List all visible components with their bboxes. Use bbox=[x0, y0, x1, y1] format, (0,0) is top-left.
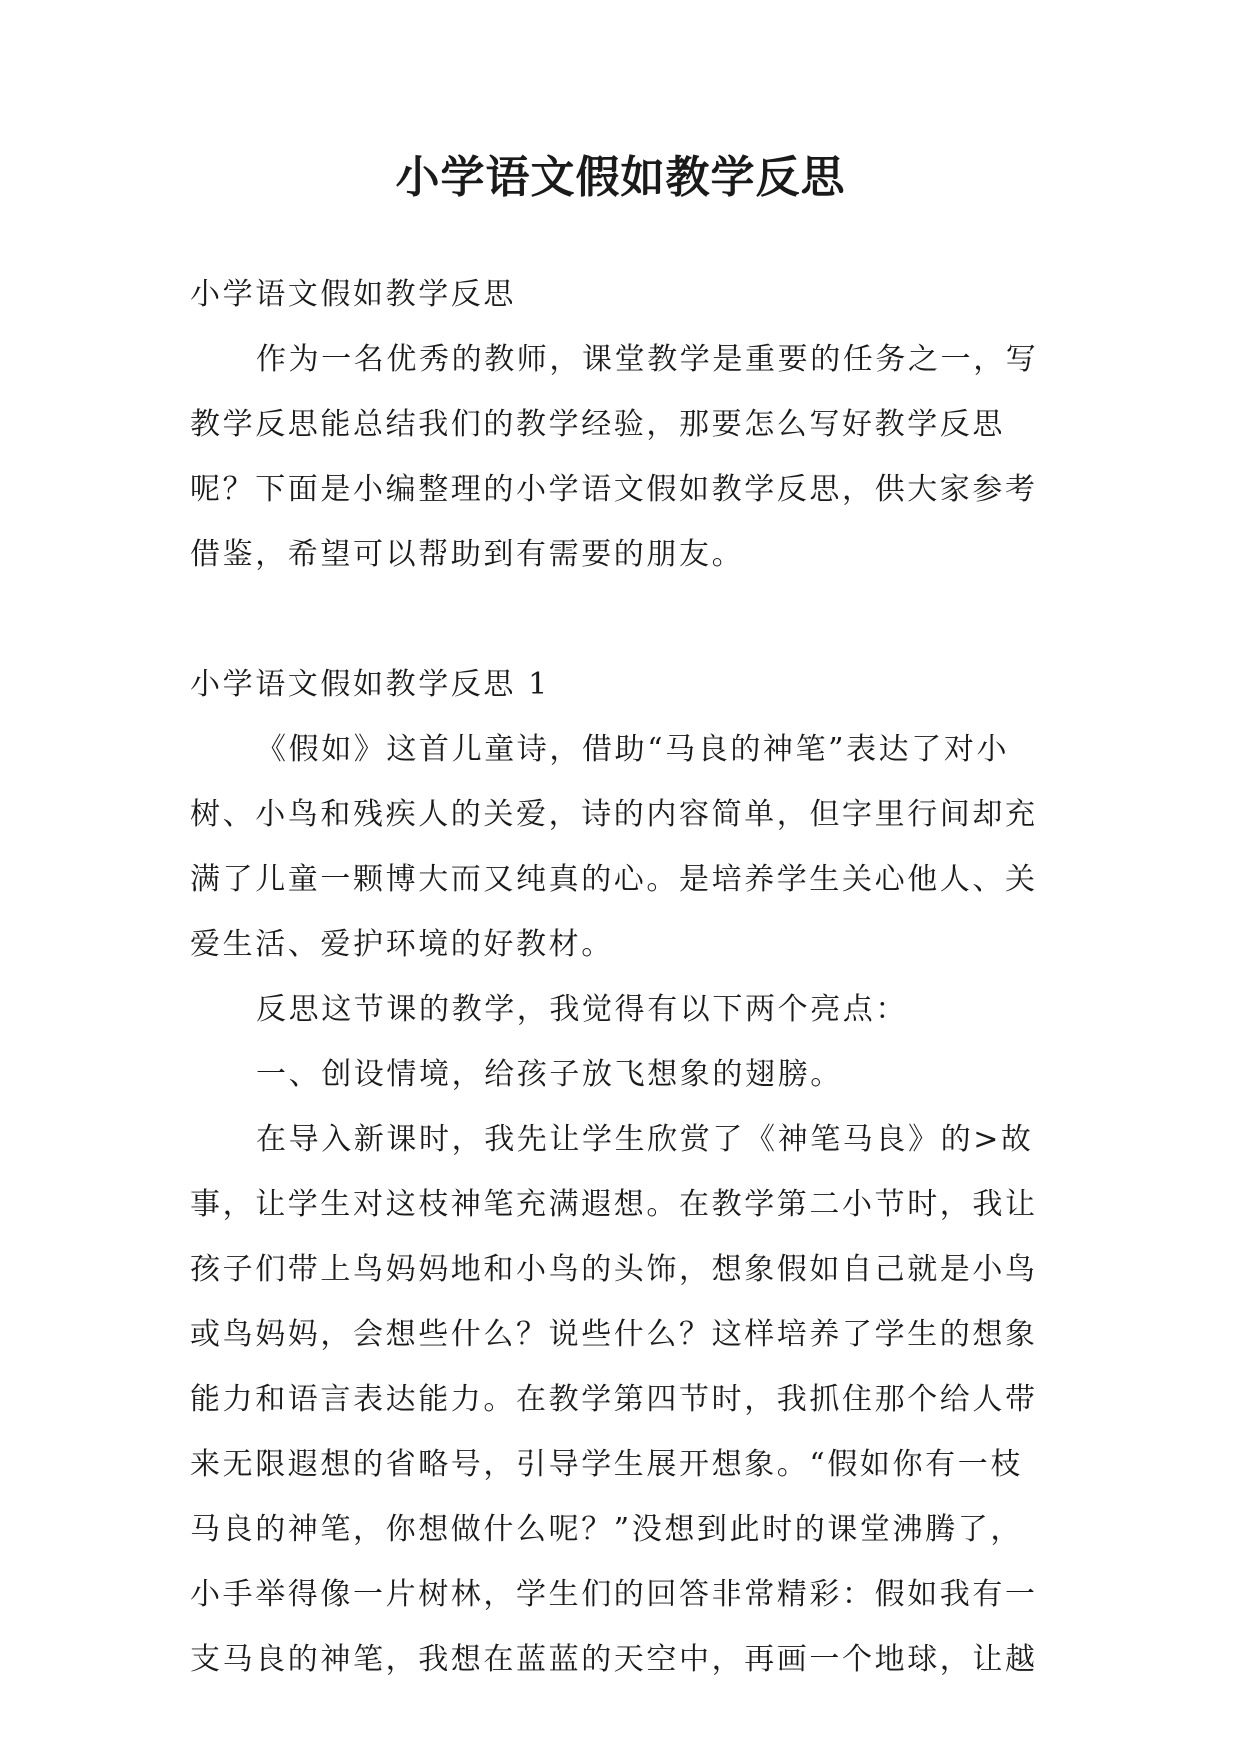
paragraph-line: 或鸟妈妈，会想些什么？说些什么？这样培养了学生的想象 bbox=[190, 1317, 1038, 1352]
paragraph-line: 一、创设情境，给孩子放飞想象的翅膀。 bbox=[256, 1057, 843, 1092]
paragraph-line: 来无限遐想的省略号，引导学生展开想象。“假如你有一枝 bbox=[190, 1447, 1023, 1482]
document-title: 小学语文假如教学反思 bbox=[395, 152, 846, 203]
paragraph-line: 《假如》这首儿童诗，借助“马良的神笔”表达了对小 bbox=[256, 732, 1010, 767]
paragraph-line: 小手举得像一片树林，学生们的回答非常精彩：假如我有一 bbox=[190, 1577, 1038, 1612]
section-heading: 小学语文假如教学反思 1 bbox=[190, 667, 550, 702]
intro-line: 教学反思能总结我们的教学经验，那要怎么写好教学反思 bbox=[190, 407, 1005, 442]
paragraph-line: 孩子们带上鸟妈妈地和小鸟的头饰，想象假如自己就是小鸟 bbox=[190, 1252, 1038, 1287]
intro-line: 呢？下面是小编整理的小学语文假如教学反思，供大家参考 bbox=[190, 472, 1038, 507]
paragraph-line: 爱生活、爱护环境的好教材。 bbox=[190, 927, 614, 962]
paragraph-line: 能力和语言表达能力。在教学第四节时，我抓住那个给人带 bbox=[190, 1382, 1038, 1417]
paragraph-line: 树、小鸟和残疾人的关爱，诗的内容简单，但字里行间却充 bbox=[190, 797, 1038, 832]
paragraph-line: 支马良的神笔，我想在蓝蓝的天空中，再画一个地球，让越 bbox=[190, 1642, 1038, 1677]
document-body bbox=[190, 262, 1060, 1692]
paragraph-line: 在导入新课时，我先让学生欣赏了《神笔马良》的>故 bbox=[256, 1122, 1034, 1157]
paragraph-line: 反思这节课的教学，我觉得有以下两个亮点： bbox=[256, 992, 908, 1027]
intro-line: 借鉴，希望可以帮助到有需要的朋友。 bbox=[190, 537, 745, 572]
intro-line: 作为一名优秀的教师，课堂教学是重要的任务之一，写 bbox=[256, 342, 1039, 377]
paragraph-spacer bbox=[190, 587, 1060, 652]
paragraph-line: 满了儿童一颗博大而又纯真的心。是培养学生关心他人、关 bbox=[190, 862, 1038, 897]
intro-heading: 小学语文假如教学反思 bbox=[190, 277, 516, 312]
paragraph-line: 事，让学生对这枝神笔充满遐想。在教学第二小节时，我让 bbox=[190, 1187, 1038, 1222]
paragraph-line: 马良的神笔，你想做什么呢？”没想到此时的课堂沸腾了， bbox=[190, 1512, 1023, 1547]
